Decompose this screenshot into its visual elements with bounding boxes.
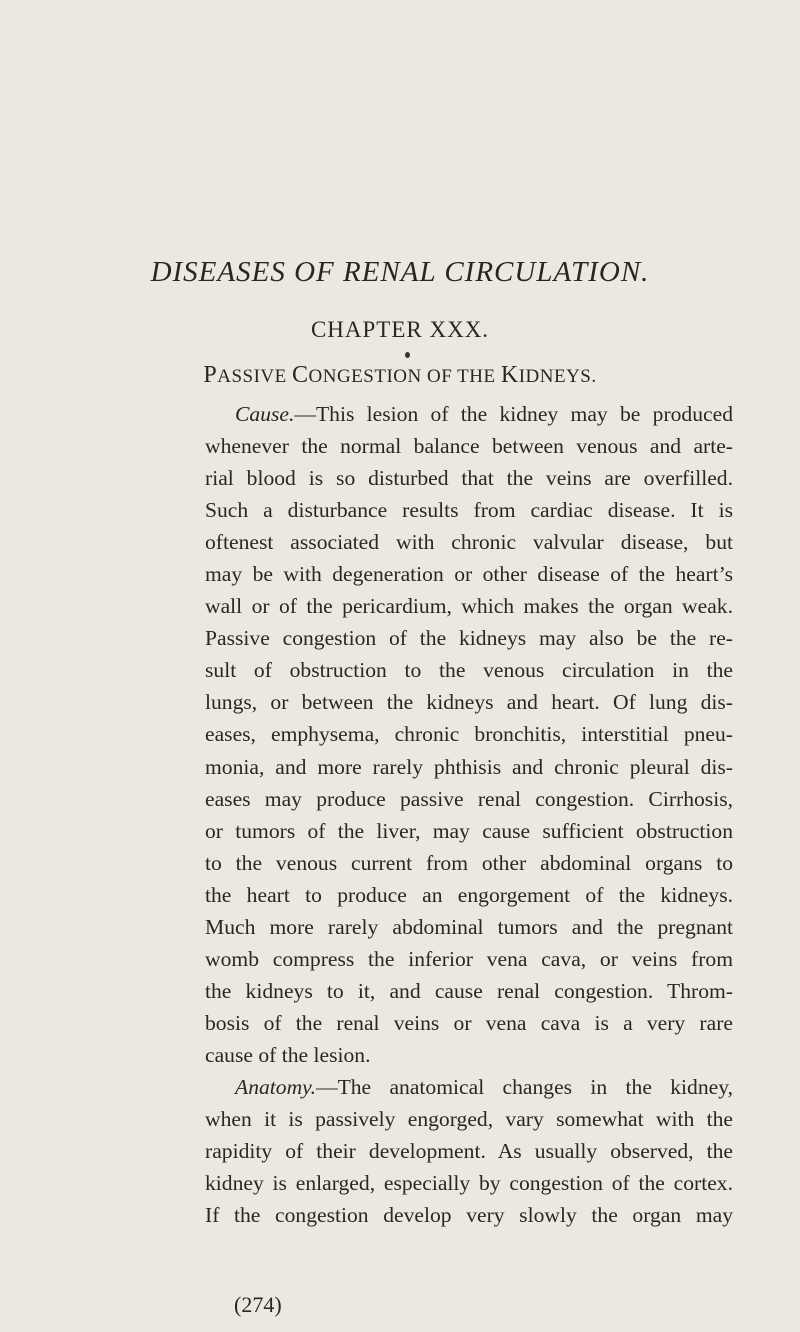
- text-line: the kidneys to it, and cause renal congestion. Throm-: [205, 978, 733, 1003]
- subhead-initial: K: [500, 362, 519, 388]
- text-line: Such a disturbance results from cardiac disease. It is: [205, 498, 733, 523]
- subhead-initial: C: [292, 362, 309, 388]
- text-line: cause of the lesion.: [205, 1042, 371, 1067]
- text-line: or tumors of the liver, may cause sufficient obstruction: [205, 818, 733, 843]
- text-line: bosis of the renal veins or vena cava is a very rare: [205, 1010, 733, 1035]
- text-line: wall or of the pericardium, which makes the organ weak.: [205, 594, 733, 619]
- chapter-subhead: [0, 362, 800, 389]
- paragraph-label-anatomy: Anatomy.: [235, 1074, 316, 1099]
- text-line: the heart to produce an engorgement of the kidneys.: [205, 882, 733, 907]
- page-number: (274): [234, 1292, 282, 1317]
- body-text: [205, 398, 733, 1231]
- text-line: Passive congestion of the kidneys may also be the re-: [205, 626, 733, 651]
- subhead-word: ONGESTION OF THE: [308, 366, 501, 387]
- text-line: rial blood is so disturbed that the veins are overfilled.: [205, 466, 733, 491]
- chapter-heading: CHAPTER XXX.: [310, 317, 490, 342]
- text-line: lungs, or between the kidneys and heart. Of lung dis-: [205, 690, 733, 715]
- text-line: may be with degeneration or other disease of the heart’s: [205, 562, 733, 587]
- text-line: rapidity of their development. As usually observed, the: [205, 1139, 733, 1164]
- text-line: when it is passively engorged, vary somewhat with the: [205, 1107, 733, 1132]
- text-line: Cause.—This lesion of the kidney may be produced: [235, 402, 733, 426]
- text-line: eases may produce passive renal congestion. Cirrhosis,: [205, 786, 733, 811]
- paragraph-label-cause: Cause.: [235, 402, 295, 426]
- text-line: Much more rarely abdominal tumors and the pregnant: [205, 914, 733, 939]
- text-line: womb compress the inferior vena cava, or veins from: [205, 946, 733, 971]
- text-line: kidney is enlarged, especially by congestion of the cortex.: [205, 1171, 733, 1196]
- text-line: If the congestion develop very slowly the organ may: [205, 1203, 733, 1228]
- ornament-dot: [405, 352, 410, 358]
- text-line: Anatomy.—The anatomical changes in the kidney,: [235, 1074, 733, 1099]
- text-line: eases, emphysema, chronic bronchitis, interstitial pneu-: [205, 722, 733, 747]
- text-line: whenever the normal balance between venous and arte-: [205, 434, 733, 459]
- subhead-word: ASSIVE: [217, 366, 292, 387]
- text-line: sult of obstruction to the venous circulation in the: [205, 658, 733, 683]
- text-line: to the venous current from other abdominal organs to: [205, 850, 733, 875]
- subhead-word: IDNEYS.: [518, 366, 597, 387]
- section-title: DISEASES OF RENAL CIRCULATION.: [150, 256, 650, 288]
- text-line: monia, and more rarely phthisis and chronic pleural dis-: [205, 754, 733, 779]
- text-line: oftenest associated with chronic valvular disease, but: [205, 530, 733, 555]
- subhead-initial: P: [203, 362, 218, 388]
